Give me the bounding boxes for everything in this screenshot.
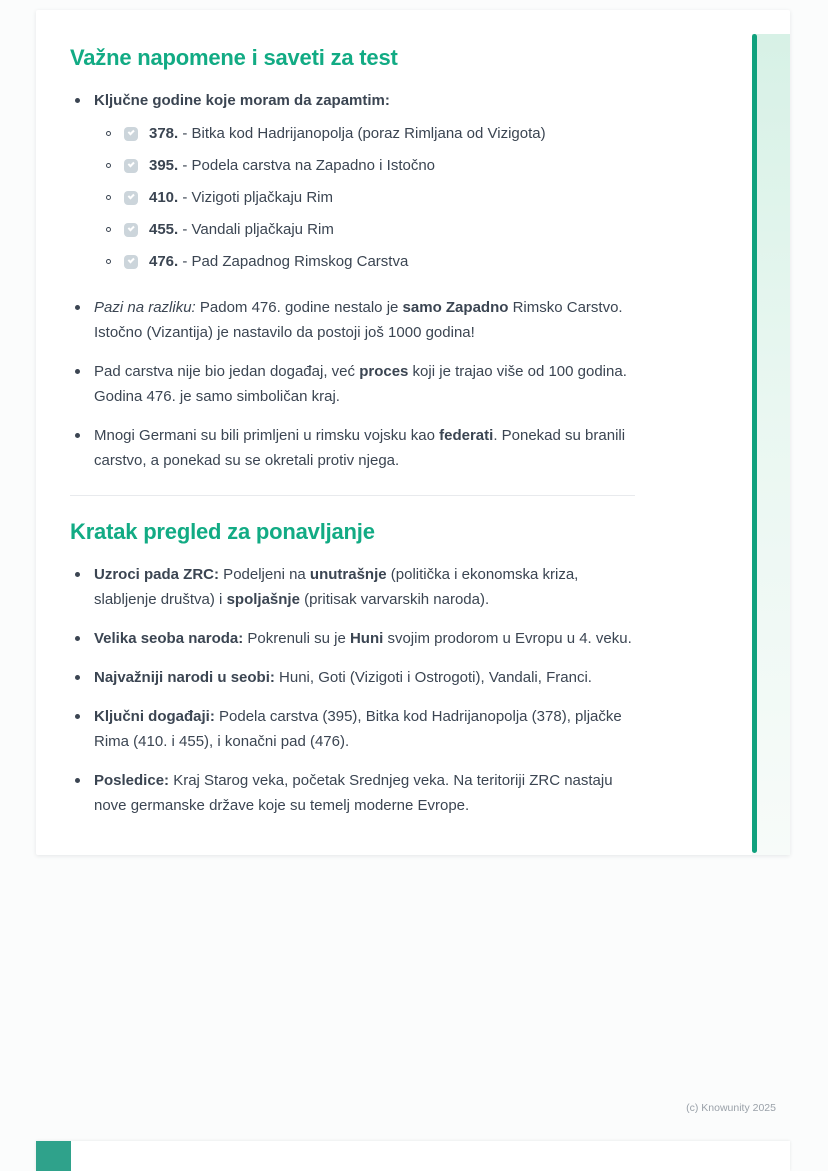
circle-bullet-icon	[106, 131, 111, 136]
list-item-text: Najvažniji narodi u seobi: Huni, Goti (Vizigoti i Ostrogoti), Vandali, Franci.	[94, 669, 592, 686]
list-item-text: Ključni događaji: Podela carstva (395), Bitka kod Hadrijanopolja (378), pljačke Rima (410. i 455), i konačni pad (476).	[94, 708, 622, 750]
list-item-text: Pazi na razliku: Padom 476. godine nestalo je samo Zapadno Rimsko Carstvo. Istočno (Vizantija) je nastavilo da postoji još 1000 godina!	[94, 299, 623, 341]
section-divider	[70, 495, 635, 496]
section-title-notes: Važne napomene i saveti za test	[70, 45, 398, 70]
bullet-dot-icon	[75, 778, 80, 783]
checklist-item-text: 378. - Bitka kod Hadrijanopolja (poraz Rimljana od Vizigota)	[149, 125, 546, 142]
checkbox-checked-icon[interactable]	[124, 159, 138, 173]
circle-bullet-icon	[106, 195, 111, 200]
bullet-dot-icon	[75, 433, 80, 438]
list-item-causes	[70, 562, 635, 612]
list-item-process	[70, 359, 635, 409]
checklist-item-text: 395. - Podela carstva na Zapadno i Istočno	[149, 157, 436, 174]
checkbox-checked-icon[interactable]	[124, 255, 138, 269]
circle-bullet-icon	[106, 227, 111, 232]
bullet-dot-icon	[75, 714, 80, 719]
checklist-item	[106, 249, 635, 274]
bullet-dot-icon	[75, 572, 80, 577]
list-item-warning	[70, 295, 635, 345]
notes-list	[70, 88, 635, 473]
notes-page-card	[36, 10, 790, 855]
list-item-text: Mnogi Germani su bili primljeni u rimsku vojsku kao federati. Ponekad su branili carstvo, a ponekad su se okretali protiv njega.	[94, 427, 626, 469]
scroll-indicator[interactable]	[752, 34, 757, 853]
checklist-item-text: 455. - Vandali pljačkaju Rim	[149, 221, 334, 238]
list-item-federati	[70, 423, 635, 473]
next-page-preview	[36, 1141, 790, 1171]
list-item-migration	[70, 626, 635, 651]
checkbox-checked-icon[interactable]	[124, 191, 138, 205]
check-icon	[127, 128, 134, 135]
bullet-dot-icon	[75, 98, 80, 103]
bullet-dot-icon	[75, 675, 80, 680]
list-item-key-years	[70, 88, 635, 281]
list-item-consequences	[70, 768, 635, 818]
section-title-review: Kratak pregled za ponavljanje	[70, 519, 375, 544]
footer-credit: (c) Knowunity 2025	[686, 1102, 776, 1114]
checklist-item	[106, 121, 635, 146]
bullet-dot-icon	[75, 636, 80, 641]
check-icon	[127, 160, 134, 167]
check-icon	[127, 224, 134, 231]
checkbox-checked-icon[interactable]	[124, 223, 138, 237]
notes-content	[70, 10, 635, 818]
circle-bullet-icon	[106, 163, 111, 168]
checklist-item-text: 476. - Pad Zapadnog Rimskog Carstva	[149, 253, 409, 270]
list-item-text: Velika seoba naroda: Pokrenuli su je Huni svojim prodorom u Evropu u 4. veku.	[94, 630, 632, 647]
list-item-peoples	[70, 665, 635, 690]
side-highlight-strip	[752, 34, 790, 855]
checklist-item-text: 410. - Vizigoti pljačkaju Rim	[149, 189, 333, 206]
list-item-text: Posledice: Kraj Starog veka, početak Srednjeg veka. Na teritoriji ZRC nastaju nove germanske države koje su temelj moderne Evrope.	[94, 772, 613, 814]
check-icon	[127, 256, 134, 263]
next-page-accent-block	[36, 1141, 71, 1171]
list-item-text: Ključne godine koje moram da zapamtim:	[94, 92, 390, 109]
check-icon	[127, 192, 134, 199]
checkbox-checked-icon[interactable]	[124, 127, 138, 141]
checklist-item	[106, 185, 635, 210]
review-list	[70, 562, 635, 818]
list-item-text: Pad carstva nije bio jedan događaj, već proces koji je trajao više od 100 godina. Godina 476. je samo simboličan kraj.	[94, 363, 627, 405]
key-years-checklist	[94, 121, 635, 274]
checklist-item	[106, 153, 635, 178]
checklist-item	[106, 217, 635, 242]
bullet-dot-icon	[75, 369, 80, 374]
list-item-body	[94, 88, 635, 281]
bullet-dot-icon	[75, 305, 80, 310]
list-item-text: Uzroci pada ZRC: Podeljeni na unutrašnje (politička i ekonomska kriza, slabljenje društva) i spoljašnje (pritisak varvarskih naroda).	[94, 566, 579, 608]
list-item-events	[70, 704, 635, 754]
circle-bullet-icon	[106, 259, 111, 264]
